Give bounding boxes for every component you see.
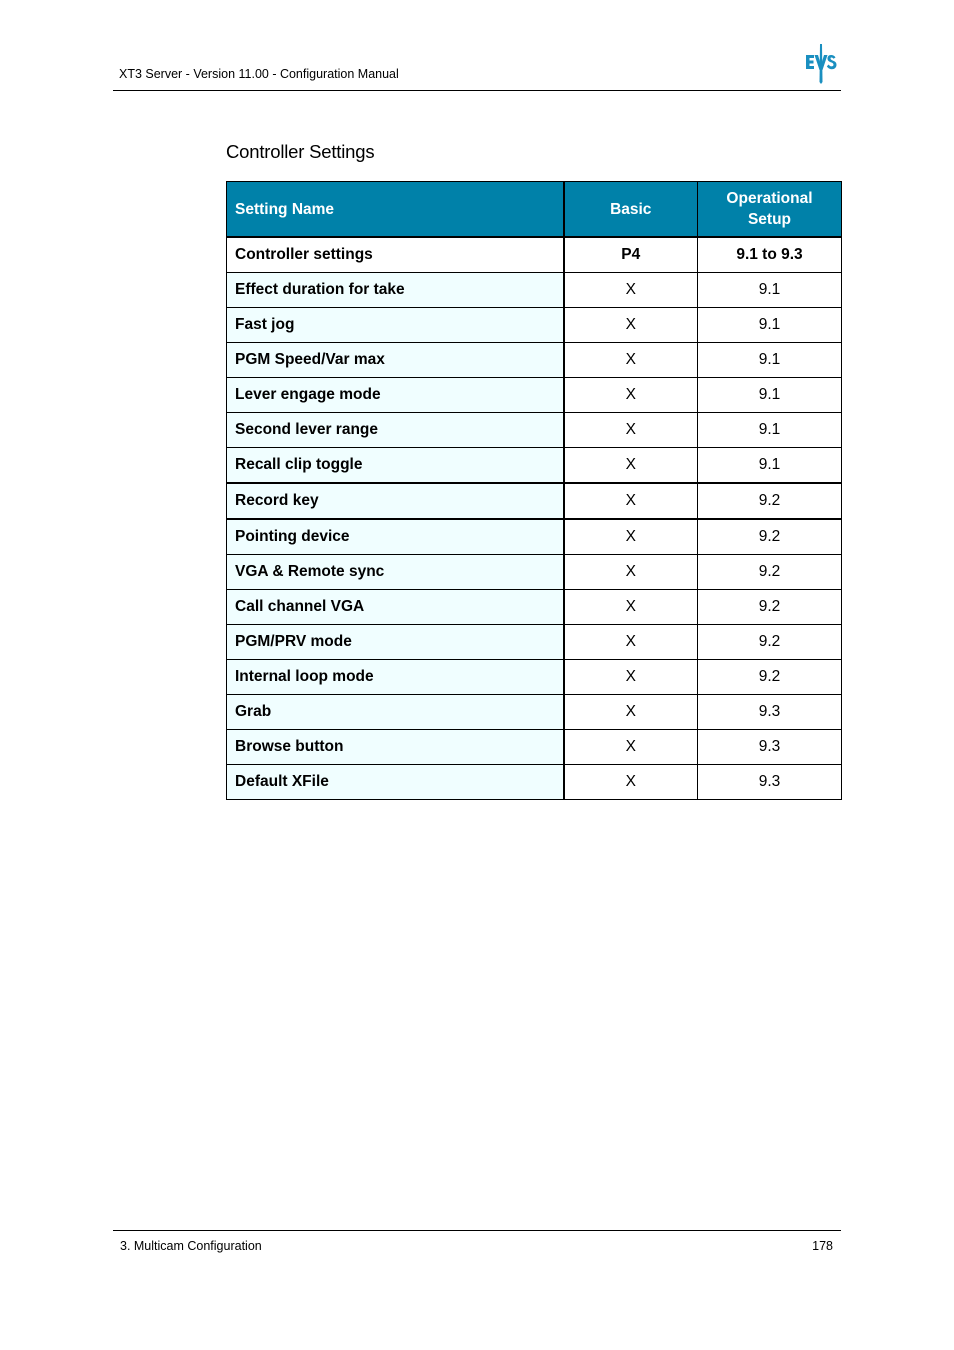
- setting-name-cell: Lever engage mode: [227, 378, 564, 413]
- table-row: [227, 237, 842, 273]
- table-row: [227, 273, 842, 308]
- column-header-setting-name: Setting Name: [227, 182, 564, 238]
- operational-cell: 9.3: [698, 695, 842, 730]
- operational-cell: 9.2: [698, 483, 842, 519]
- setting-name-cell: PGM Speed/Var max: [227, 343, 564, 378]
- table-row: [227, 413, 842, 448]
- controller-settings-table: [226, 181, 842, 800]
- column-header-basic: Basic: [564, 182, 698, 238]
- basic-cell: X: [564, 765, 698, 800]
- evs-logo-icon: [805, 44, 837, 84]
- setting-name-cell: Recall clip toggle: [227, 448, 564, 484]
- table-row: [227, 378, 842, 413]
- operational-cell: 9.1: [698, 448, 842, 484]
- setting-name-cell: Call channel VGA: [227, 590, 564, 625]
- setting-name-cell: Controller settings: [227, 237, 564, 273]
- setting-name-cell: Effect duration for take: [227, 273, 564, 308]
- operational-cell: 9.2: [698, 519, 842, 555]
- setting-name-cell: Grab: [227, 695, 564, 730]
- setting-name-cell: Pointing device: [227, 519, 564, 555]
- operational-cell: 9.2: [698, 625, 842, 660]
- basic-cell: X: [564, 730, 698, 765]
- basic-cell: X: [564, 625, 698, 660]
- basic-cell: X: [564, 555, 698, 590]
- operational-cell: 9.1 to 9.3: [698, 237, 842, 273]
- page-number: 178: [812, 1239, 833, 1253]
- basic-cell: P4: [564, 237, 698, 273]
- operational-cell: 9.1: [698, 273, 842, 308]
- table-row: [227, 625, 842, 660]
- table-row: [227, 483, 842, 519]
- table-row: [227, 730, 842, 765]
- basic-cell: X: [564, 273, 698, 308]
- operational-cell: 9.3: [698, 765, 842, 800]
- table-row: [227, 695, 842, 730]
- table-header-row: [227, 182, 842, 238]
- basic-cell: X: [564, 448, 698, 484]
- table-row: [227, 555, 842, 590]
- operational-cell: 9.2: [698, 660, 842, 695]
- table-row: [227, 343, 842, 378]
- basic-cell: X: [564, 378, 698, 413]
- operational-cell: 9.2: [698, 590, 842, 625]
- basic-cell: X: [564, 308, 698, 343]
- setting-name-cell: Internal loop mode: [227, 660, 564, 695]
- setting-name-cell: Default XFile: [227, 765, 564, 800]
- setting-name-cell: Browse button: [227, 730, 564, 765]
- setting-name-cell: Fast jog: [227, 308, 564, 343]
- setting-name-cell: Second lever range: [227, 413, 564, 448]
- header-divider: [113, 90, 841, 91]
- basic-cell: X: [564, 590, 698, 625]
- column-header-operational-setup: [698, 182, 842, 238]
- basic-cell: X: [564, 483, 698, 519]
- table-row: [227, 448, 842, 484]
- setting-name-cell: VGA & Remote sync: [227, 555, 564, 590]
- table-row: [227, 660, 842, 695]
- section-title: Controller Settings: [226, 141, 375, 162]
- basic-cell: X: [564, 413, 698, 448]
- table-row: [227, 308, 842, 343]
- operational-cell: 9.3: [698, 730, 842, 765]
- basic-cell: X: [564, 519, 698, 555]
- table-row: [227, 519, 842, 555]
- basic-cell: X: [564, 660, 698, 695]
- table-row: [227, 765, 842, 800]
- basic-cell: X: [564, 695, 698, 730]
- operational-cell: 9.1: [698, 378, 842, 413]
- basic-cell: X: [564, 343, 698, 378]
- footer-chapter: 3. Multicam Configuration: [120, 1239, 262, 1253]
- setting-name-cell: PGM/PRV mode: [227, 625, 564, 660]
- operational-cell: 9.1: [698, 413, 842, 448]
- operational-cell: 9.2: [698, 555, 842, 590]
- footer-divider: [113, 1230, 841, 1231]
- operational-cell: 9.1: [698, 343, 842, 378]
- document-header-title: XT3 Server - Version 11.00 - Configuration Manual: [119, 67, 399, 81]
- table-row: [227, 590, 842, 625]
- setting-name-cell: Record key: [227, 483, 564, 519]
- column-header-operational-setup-label: Operational Setup: [726, 190, 813, 228]
- operational-cell: 9.1: [698, 308, 842, 343]
